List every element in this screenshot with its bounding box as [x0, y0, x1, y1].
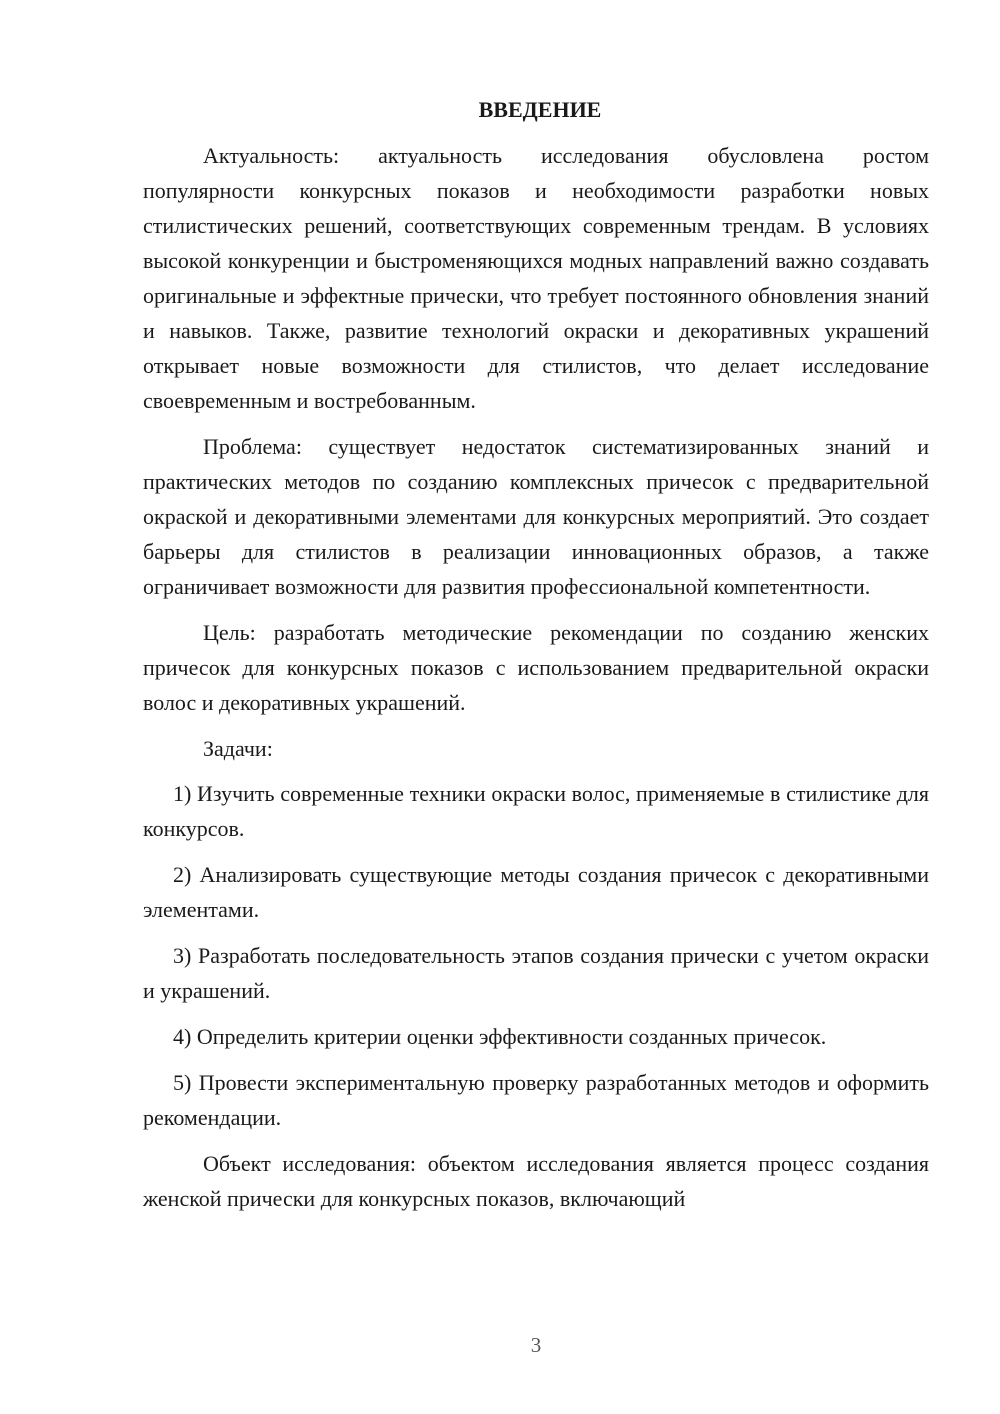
task-item-3: 3) Разработать последовательность этапов создания прически с учетом окраски и украшений. — [143, 943, 929, 1003]
section-title: ВВЕДЕНИЕ — [478, 97, 602, 122]
task-item-1: 1) Изучить современные техники окраски волос, применяемые в стилистике для конкурсов. — [143, 781, 929, 841]
paragraph-problem: Проблема: существует недостаток систематизированных знаний и практических методов по созданию комплексных причесок с предварительной окраской и декоративными элементами для конкурсных мероприятий. Это создает барьеры для стилистов в реализации инновационных образов, а также ограничивает возможности для развития профессиональной компетентности. — [143, 434, 929, 599]
page-number: 3 — [530, 1333, 542, 1357]
task-item-2: 2) Анализировать существующие методы создания причесок с декоративными элементами. — [143, 862, 929, 922]
task-item-5: 5) Провести экспериментальную проверку разработанных методов и оформить рекомендации. — [143, 1070, 929, 1130]
tasks-heading: Задачи: — [203, 736, 273, 761]
page-content — [143, 95, 929, 1227]
task-list — [143, 776, 929, 1135]
paragraph-goal: Цель: разработать методические рекомендации по созданию женских причесок для конкурсных показов с использованием предварительной окраски волос и декоративных украшений. — [143, 620, 929, 715]
paragraph-relevance: Актуальность: актуальность исследования обусловлена ростом популярности конкурсных показов и необходимости разработки новых стилистических решений, соответствующих современным трендам. В условиях высокой конкуренции и быстроменяющихся модных направлений важно создавать оригинальные и эффектные прически, что требует постоянного обновления знаний и навыков. Также, развитие технологий окраски и декоративных украшений открывает новые возможности для стилистов, что делает исследование своевременным и востребованным. — [143, 143, 929, 413]
task-item-4: 4) Определить критерии оценки эффективности созданных причесок. — [173, 1024, 827, 1049]
paragraph-object: Объект исследования: объектом исследования является процесс создания женской прически для конкурсных показов, включающий — [143, 1151, 929, 1211]
